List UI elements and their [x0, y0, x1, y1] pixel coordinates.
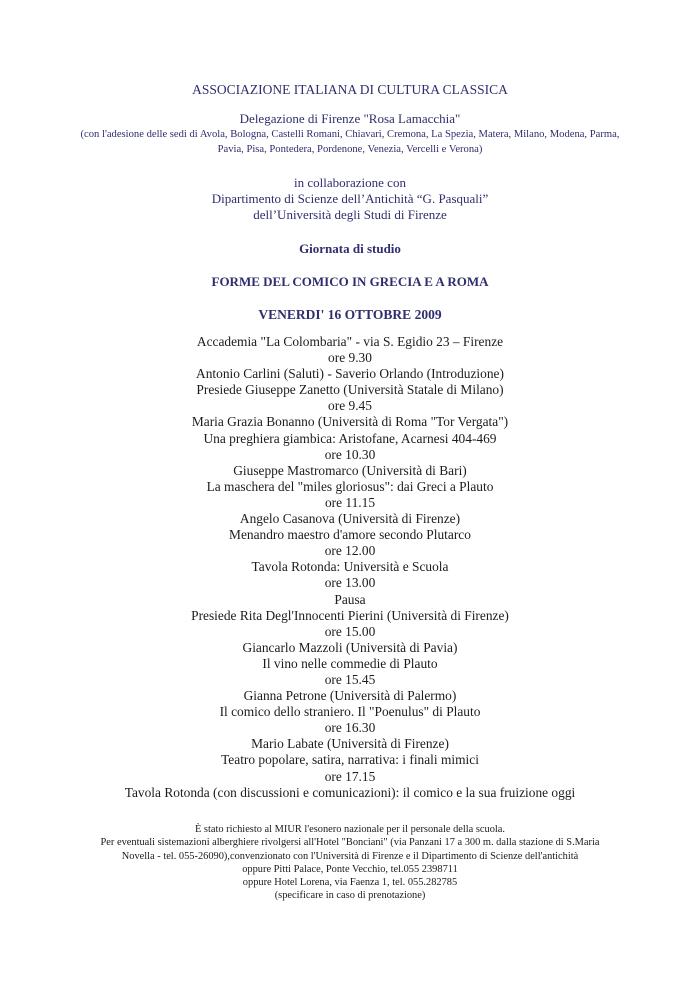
program-line: ore 15.00 — [324, 623, 376, 639]
delegation-name: Delegazione di Firenze "Rosa Lamacchia" — [239, 111, 461, 126]
header-block — [0, 82, 700, 323]
lodging-note-1: Per eventuali sistemazioni alberghiere rivolgersi all'Hotel "Bonciani" (via Panzani 17 a 300 m. dalla stazione di S.Maria — [100, 837, 600, 849]
program-line: ore 11.15 — [324, 494, 376, 510]
program-line: Giancarlo Mazzoli (Università di Pavia) — [242, 639, 458, 655]
collaboration-department: Dipartimento di Scienze dell’Antichità “G. Pasquali” — [211, 191, 489, 206]
program-line: Il vino nelle commedie di Plauto — [262, 655, 438, 671]
collaboration-university: dell’Università degli Studi di Firenze — [253, 207, 447, 222]
footer-notes — [0, 823, 700, 903]
study-day-label: Giornata di studio — [299, 241, 401, 256]
program-line: La maschera del "miles gloriosus": dai Greci a Plauto — [206, 478, 494, 494]
program-line: Teatro popolare, satira, narrativa: i finali mimici — [221, 752, 479, 768]
lodging-note-2: Novella - tel. 055-26090),convenzionato con l'Università di Firenze e il Dipartimento di Scienze dell'antichità — [121, 850, 579, 862]
program-line: Il comico dello straniero. Il "Poenulus" di Plauto — [219, 704, 481, 720]
program-line: ore 10.30 — [324, 446, 376, 462]
program-line: Maria Grazia Bonanno (Università di Roma "Tor Vergata") — [191, 414, 509, 430]
program-line: Pausa — [334, 591, 366, 607]
program-line: ore 15.45 — [324, 671, 376, 687]
lodging-note-5: (specificare in caso di prenotazione) — [274, 890, 426, 902]
event-title: FORME DEL COMICO IN GRECIA E A ROMA — [211, 274, 489, 289]
lodging-note-3: oppure Pitti Palace, Ponte Vecchio, tel.055 2398711 — [242, 863, 458, 875]
program-line: Presiede Giuseppe Zanetto (Università Statale di Milano) — [196, 382, 504, 398]
program-line: Antonio Carlini (Saluti) - Saverio Orlando (Introduzione) — [196, 366, 504, 382]
program-line: Presiede Rita Degl'Innocenti Pierini (Università di Firenze) — [191, 607, 509, 623]
program-line: ore 13.00 — [324, 575, 376, 591]
association-name: ASSOCIAZIONE ITALIANA DI CULTURA CLASSICA — [192, 82, 508, 97]
program-line: Mario Labate (Università di Firenze) — [251, 736, 449, 752]
adhesion-note: (con l'adesione delle sedi di Avola, Bologna, Castelli Romani, Chiavari, Cremona, La Spezia, Matera, Milano, Modena, Parma, Pavia, Pisa, Pontedera, Pordenone, Venezia, Vercelli e Verona) — [80, 129, 620, 155]
program-line: ore 17.15 — [324, 768, 376, 784]
program-line: Giuseppe Mastromarco (Università di Bari) — [233, 462, 467, 478]
program-line: Angelo Casanova (Università di Firenze) — [239, 511, 461, 527]
program-line: Tavola Rotonda: Università e Scuola — [251, 559, 449, 575]
program-line: Tavola Rotonda (con discussioni e comunicazioni): il comico e la sua fruizione oggi — [124, 784, 576, 800]
program-line: ore 16.30 — [324, 720, 376, 736]
collaboration-block — [0, 175, 700, 223]
miur-note: È stato richiesto al MIUR l'esonero nazionale per il personale della scuola. — [194, 824, 506, 835]
event-date: VENERDI' 16 OTTOBRE 2009 — [258, 307, 442, 322]
program-line: Accademia "La Colombaria" - via S. Egidio 23 – Firenze — [196, 334, 504, 349]
program-line: ore 12.00 — [324, 543, 376, 559]
program-line: ore 9.45 — [328, 398, 372, 414]
program-line: Menandro maestro d'amore secondo Plutarco — [229, 527, 471, 543]
program-line: Una preghiera giambica: Aristofane, Acarnesi 404-469 — [203, 430, 497, 446]
lodging-note-4: oppure Hotel Lorena, via Faenza 1, tel. 055.282785 — [242, 877, 458, 889]
collaboration-line-1: in collaborazione con — [294, 175, 406, 190]
program-schedule — [0, 334, 700, 801]
program-line: ore 9.30 — [328, 350, 372, 366]
program-line: Gianna Petrone (Università di Palermo) — [243, 688, 457, 704]
